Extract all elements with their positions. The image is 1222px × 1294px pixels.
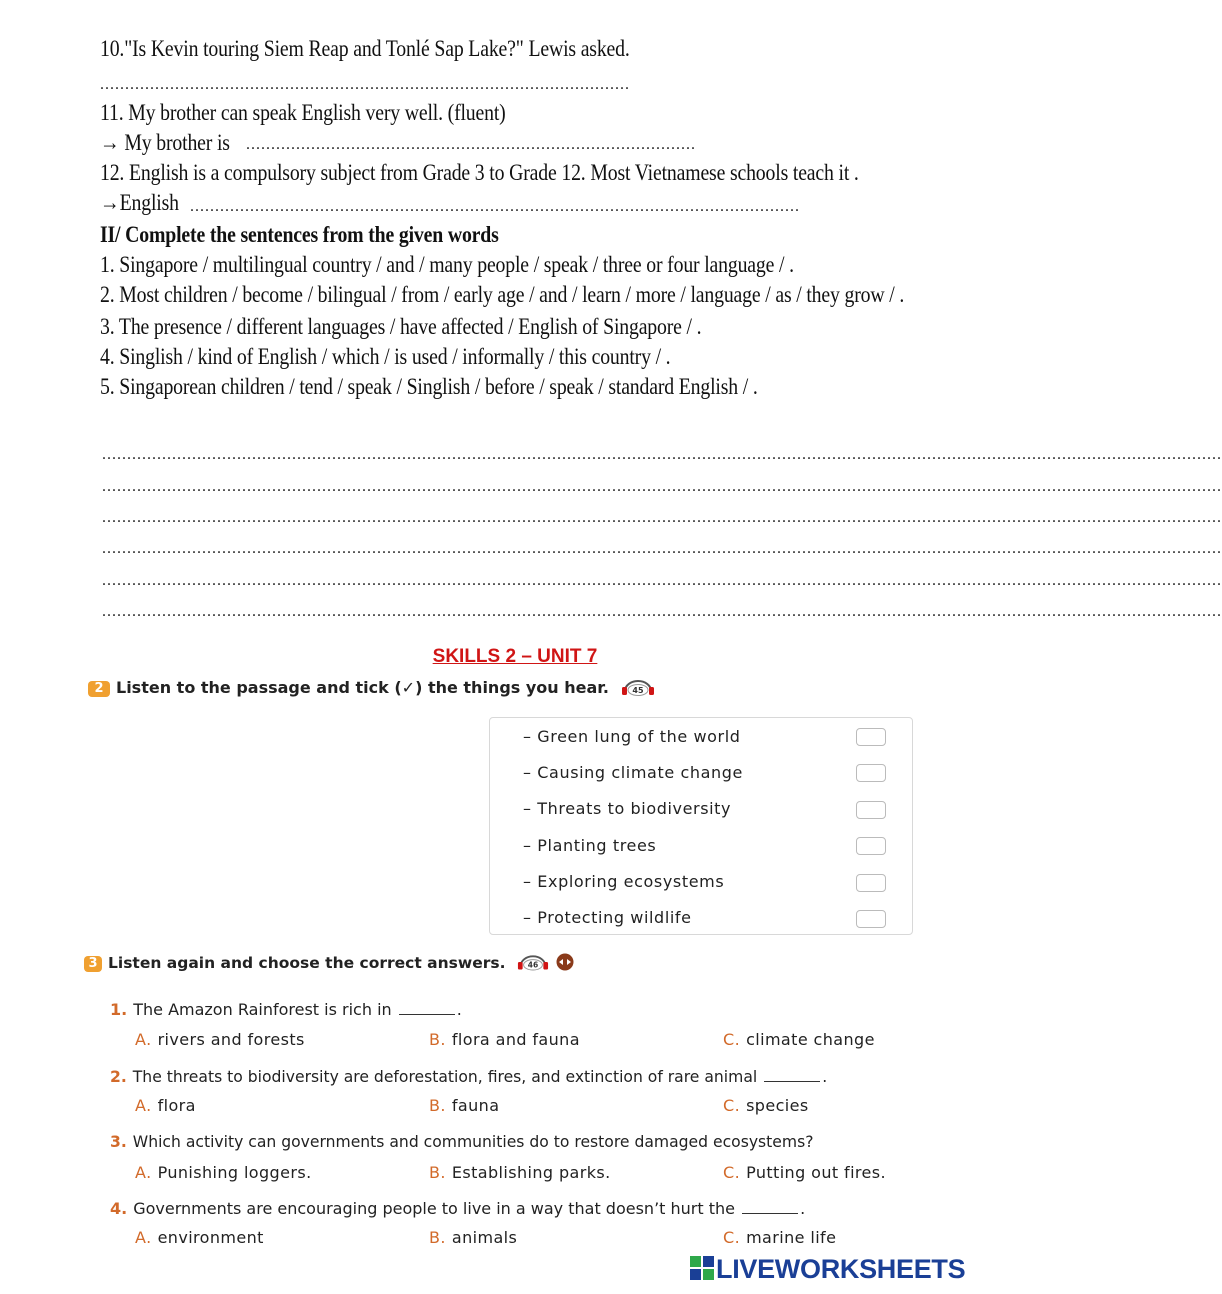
option-1c[interactable]: C. climate change [723,1030,875,1049]
answer-line-part2-4[interactable]: ................................................................................................................................................................................................................................ [102,540,1222,557]
answer-line-part2-3[interactable]: ................................................................................................................................................................................................................................ [102,509,1222,526]
part2-item-1: 1. Singapore / multilingual country / and / many people / speak / three or four language / . [100,252,794,277]
tick-item-6: – Protecting wildlife [523,908,692,927]
option-1b[interactable]: B. flora and fauna [429,1030,580,1049]
logo-text: LIVEWORKSHEETS [716,1254,966,1284]
liveworksheets-logo [690,1254,965,1284]
blank-1[interactable] [399,1000,455,1015]
part2-heading: II/ Complete the sentences from the given words [100,222,499,247]
skills-title: SKILLS 2 – UNIT 7 [432,646,598,667]
option-1a[interactable]: A. rivers and forests [135,1030,305,1049]
track-46-label: 46 [527,960,539,970]
answer-line-part2-5[interactable]: ................................................................................................................................................................................................................................ [102,572,1222,589]
option-2c[interactable]: C. species [723,1096,809,1115]
exercise-2-instruction: Listen to the passage and tick (✓) the things you hear. [116,678,609,697]
tick-checkbox-1[interactable] [856,728,886,746]
tick-checkbox-2[interactable] [856,764,886,782]
answer-line-part2-2[interactable]: ................................................................................................................................................................................................................................ [102,478,1222,495]
tick-checkbox-4[interactable] [856,837,886,855]
exercise-3-number: 3 [84,956,102,972]
question-3: 3. Which activity can governments and communities do to restore damaged ecosystems? [110,1133,814,1151]
tick-item-1: – Green lung of the world [523,727,741,746]
exercise-3-heading [84,953,576,972]
option-4b[interactable]: B. animals [429,1228,518,1247]
question-12: 12. English is a compulsory subject from Grade 3 to Grade 12. Most Vietnamese schools teach it . [100,160,859,185]
option-4a[interactable]: A. environment [135,1228,264,1247]
part2-item-4: 4. Singlish / kind of English / which / is used / informally / this country / . [100,344,671,369]
headphones-audio-icon[interactable] [621,678,655,696]
option-3a[interactable]: A. Punishing loggers. [135,1163,312,1182]
option-3c[interactable]: C. Putting out fires. [723,1163,887,1182]
question-12-prompt: →English [100,190,179,215]
part2-item-5: 5. Singaporean children / tend / speak / Singlish / before / speak / standard English / . [100,374,758,399]
exercise-2-number: 2 [88,681,110,697]
tick-checkbox-6[interactable] [856,910,886,928]
answer-line-10[interactable]: .......................................................................................................... [100,76,630,93]
tick-item-2: – Causing climate change [523,763,743,782]
tick-item-3: – Threats to biodiversity [523,799,732,818]
option-2a[interactable]: A. flora [135,1096,196,1115]
part2-item-3: 3. The presence / different languages / have affected / English of Singapore / . [100,314,702,339]
tick-checkbox-3[interactable] [856,801,886,819]
tick-list-box [489,717,913,935]
answer-line-part2-6[interactable]: ................................................................................................................................................................................................................................ [102,603,1222,620]
question-11: 11. My brother can speak English very well. (fluent) [100,100,506,125]
track-45-label: 45 [631,686,644,695]
tick-checkbox-5[interactable] [856,874,886,892]
option-3b[interactable]: B. Establishing parks. [429,1163,611,1182]
exercise-3-instruction: Listen again and choose the correct answers. [108,954,506,972]
liveworksheets-logo-icon [690,1256,714,1280]
headphones-audio-icon[interactable] [517,953,549,971]
answer-line-11[interactable]: .......................................................................................... [246,136,696,153]
part2-item-2: 2. Most children / become / bilingual / from / early age / and / learn / more / language / as / they grow / . [100,282,905,307]
tick-item-5: – Exploring ecosystems [523,872,725,891]
answer-line-part2-1[interactable]: ................................................................................................................................................................................................................................ [102,446,1222,463]
question-11-prompt: → My brother is [100,130,230,155]
question-2: 2. The threats to biodiversity are deforestation, fires, and extinction of rare animal . [110,1068,828,1086]
tick-item-4: – Planting trees [523,836,657,855]
option-2b[interactable]: B. fauna [429,1096,500,1115]
question-1: 1. The Amazon Rainforest is rich in . [110,1000,462,1019]
exercise-2-heading [88,678,655,697]
answer-line-12[interactable]: .......................................................................................................................... [190,198,800,215]
question-4: 4. Governments are encouraging people to live in a way that doesn’t hurt the . [110,1199,806,1218]
blank-4[interactable] [742,1199,798,1214]
question-10: 10."Is Kevin touring Siem Reap and Tonlé Sap Lake?" Lewis asked. [100,36,630,61]
blank-2[interactable] [764,1067,820,1082]
pair-work-icon [554,953,576,971]
option-4c[interactable]: C. marine life [723,1228,837,1247]
